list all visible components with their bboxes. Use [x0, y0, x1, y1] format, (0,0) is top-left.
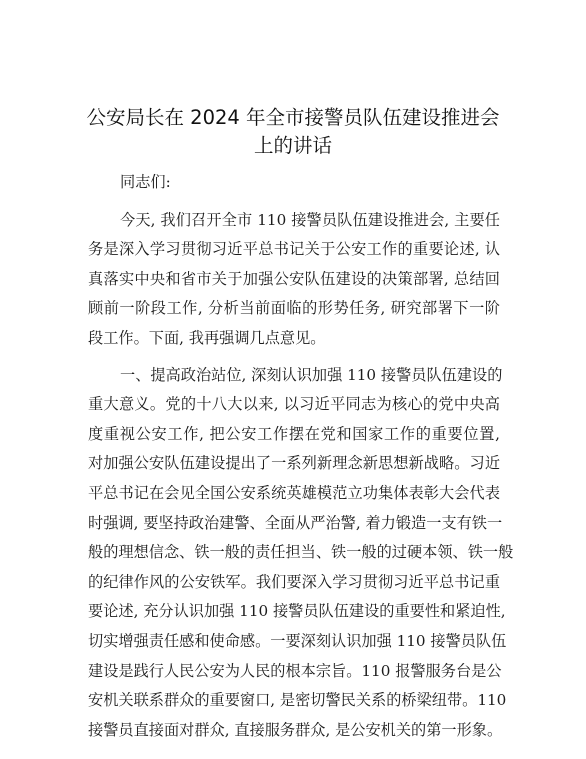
title-line: 公安局长在 2024 年全市接警员队伍建设推进会: [86, 106, 500, 129]
text-line: 对加强公安队伍建设提出了一系列新理念新思想新战略。习近: [88, 454, 500, 473]
salutation: 同志们:: [120, 173, 171, 191]
text-line: 时强调, 要坚持政治建警、全面从严治警, 着力锻造一支有铁一: [88, 513, 503, 532]
title-line: 上的讲话: [253, 134, 332, 157]
text-line: 真落实中央和省市关于加强公安队伍建设的决策部署, 总结回: [88, 269, 500, 288]
text-line: 重大意义。党的十八大以来, 以习近平同志为核心的党中央高: [88, 395, 500, 414]
text-line: 般的理想信念、铁一般的责任担当、铁一般的过硬本领、铁一般: [88, 543, 514, 562]
text-line: 接警员直接面对群众, 直接服务群众, 是公安机关的第一形象。: [88, 720, 503, 739]
text-line: 段工作。下面, 我再强调几点意见。: [88, 328, 326, 347]
document-title: [60, 104, 526, 160]
document-body: [88, 168, 514, 752]
paragraph-opening: [88, 206, 500, 354]
text-line: 顾前一阶段工作, 分析当前面临的形势任务, 研究部署下一阶: [88, 299, 500, 318]
text-line: 切实增强责任感和使命感。一要深刻认识加强 110 接警员队伍: [88, 631, 507, 650]
text-line: 一、提高政治站位, 深刻认识加强 110 接警员队伍建设的: [120, 365, 503, 384]
text-line: 要论述, 充分认识加强 110 接警员队伍建设的重要性和紧迫性,: [88, 602, 506, 621]
paragraph-section-one: [88, 361, 514, 746]
text-line: 务是深入学习贯彻习近平总书记关于公安工作的重要论述, 认: [88, 240, 500, 259]
text-line: 度重视公安工作, 把公安工作摆在党和国家工作的重要位置,: [88, 424, 500, 443]
text-line: 的纪律作风的公安铁军。我们要深入学习贯彻习近平总书记重: [88, 572, 500, 591]
text-line: 安机关联系群众的重要窗口, 是密切警民关系的桥梁纽带。110: [88, 691, 507, 710]
text-line: 今天, 我们召开全市 110 接警员队伍建设推进会, 主要任: [120, 210, 500, 229]
text-line: 平总书记在会见全国公安系统英雄模范立功集体表彰大会代表: [88, 483, 500, 502]
text-line: 建设是践行人民公安为人民的根本宗旨。110 报警服务台是公: [88, 661, 502, 680]
